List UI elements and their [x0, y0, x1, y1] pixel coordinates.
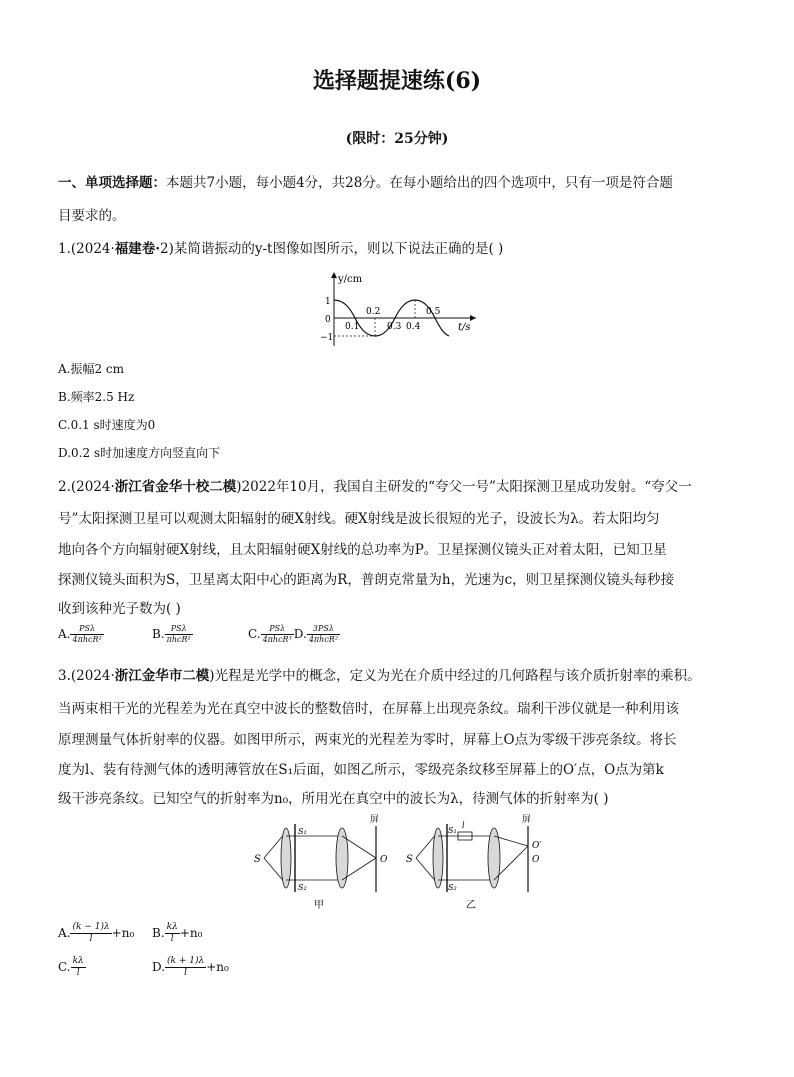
- q3-option-c: [58, 956, 86, 979]
- q3-prefix: 3.(2024·: [58, 668, 115, 684]
- q2-option-d-fraction: [307, 624, 340, 645]
- tick-01: 0.1: [345, 322, 360, 332]
- q3-option-b-tail: +n₀: [179, 926, 203, 940]
- page-title: 选择题提速练(6): [312, 68, 482, 94]
- o-prime-label: O′: [532, 841, 542, 851]
- q3-option-a-fraction: [70, 922, 111, 945]
- q3-text-1: )光程是光学中的概念，定义为光在介质中经过的几何路程与该介质折射率的乘积。: [209, 668, 701, 684]
- q2-option-a-fraction: [70, 624, 103, 645]
- q3-option-d-den: l: [184, 968, 188, 978]
- q2-stem-3: 地向各个方向辐射硬X射线，且太阳辐射硬X射线的总功率为P。卫星探测仪镜头正对着太阳，已知卫星: [58, 542, 667, 558]
- section-intro: [58, 174, 673, 192]
- q3-option-b-den: l: [170, 934, 174, 944]
- q1-prefix: 1.(2024·: [58, 241, 115, 257]
- tick-04: 0.4: [406, 322, 421, 332]
- q3-option-d-label: D.: [152, 960, 166, 974]
- q3-option-d-tail: +n₀: [206, 960, 229, 974]
- q3-option-d: [152, 956, 229, 979]
- s2-label: S₂: [298, 883, 307, 892]
- q2-option-a: [58, 624, 104, 645]
- q3-stem-3: 原理测量气体折射率的仪器。如图甲所示，两束光的光程差为零时，屏幕上O点为零级干涉亮条纹。将长: [58, 732, 677, 748]
- q2-stem-1: [58, 478, 692, 496]
- interferometer-figure-a: [250, 812, 395, 912]
- y-axis-arrow: [331, 272, 337, 278]
- s1-label: S₁: [298, 827, 307, 836]
- q1-option-d: D.0.2 s时加速度方向竖直向下: [58, 446, 221, 460]
- q3-option-a-label: A.: [58, 926, 71, 940]
- time-limit: (限时：25分钟): [345, 131, 449, 147]
- q2-stem-4: 探测仪镜头面积为S，卫星离太阳中心的距离为R，普朗克常量为h，光速为c，则卫星探测仪镜头每秒接: [58, 572, 675, 588]
- caption-a: 甲: [314, 900, 324, 911]
- q3-option-c-label: C.: [58, 960, 71, 974]
- q2-option-c-den: 4πhcR³: [262, 635, 292, 644]
- section-desc-2: 目要求的。: [58, 208, 126, 224]
- y-axis-label: y/cm: [338, 274, 363, 285]
- q2-prefix: 2.(2024·: [58, 479, 115, 495]
- q3-option-a-den: l: [89, 934, 93, 944]
- lens-1-b: [433, 828, 443, 888]
- o-label: O: [380, 855, 388, 865]
- q2-option-d-den: 4πhcR²: [308, 635, 339, 644]
- q3-option-a-tail: +n₀: [111, 926, 135, 940]
- t-axis-label: t/s: [458, 322, 471, 333]
- q2-source: 浙江省金华十校二模: [114, 479, 237, 495]
- q3-option-b-num: kλ: [166, 922, 178, 932]
- source-label: S: [254, 854, 261, 865]
- q3-option-b: [152, 922, 202, 945]
- tick-02: 0.2: [366, 307, 381, 317]
- q3-option-a-num: (k − 1)λ: [72, 922, 110, 932]
- q2-option-b-label: B.: [152, 627, 165, 641]
- q1-text: 2)某简谐振动的y-t图像如图所示，则以下说法正确的是( ): [160, 241, 504, 257]
- q3-option-a: [58, 922, 134, 945]
- q2-text-1: )2022年10月，我国自主研发的“夸父一号”太阳探测卫星成功发射。“夸父一: [236, 479, 692, 495]
- q3-option-c-fraction: [71, 956, 86, 979]
- q3-option-d-num: (k + 1)λ: [167, 956, 205, 966]
- q3-option-b-fraction: [165, 922, 180, 945]
- q3-option-c-den: l: [76, 968, 80, 978]
- y-tick-neg1: −1: [320, 333, 334, 343]
- q2-option-c-fraction: [261, 624, 294, 645]
- interferometer-figure-b: [402, 812, 552, 912]
- q2-option-b-fraction: [165, 624, 193, 645]
- q2-option-a-label: A.: [58, 627, 71, 641]
- q2-option-c: [248, 624, 340, 645]
- q3-stem-1: [58, 667, 701, 685]
- q3-option-b-label: B.: [152, 926, 165, 940]
- q1-option-c: C.0.1 s时速度为0: [58, 418, 156, 432]
- s2-label-b: S₂: [448, 883, 457, 892]
- q2-option-b-num: PSλ: [165, 624, 193, 635]
- screen-label-b: 屏: [522, 815, 532, 825]
- q2-option-b-den: πhcR²: [166, 635, 191, 644]
- o-label-b: O: [532, 855, 540, 865]
- section-heading: 一、单项选择题：: [58, 175, 166, 191]
- q1-option-a: A.振幅2 cm: [58, 362, 125, 376]
- y-tick-1: 1: [325, 297, 331, 307]
- q3-stem-2: 当两束相干光的光程差为光在真空中波长的整数倍时，在屏幕上出现亮条纹。瑞利干涉仪就是一种利用该: [58, 701, 679, 717]
- lens-2: [336, 828, 348, 888]
- tick-05: 0.5: [426, 307, 441, 317]
- lens-1: [281, 828, 291, 888]
- q2-stem-2: 号”太阳探测卫星可以观测太阳辐射的硬X射线。硬X射线是波长很短的光子，设波长为λ。若太阳均匀: [58, 511, 660, 527]
- tick-03: 0.3: [387, 322, 402, 332]
- q2-option-d-label: D.: [293, 627, 307, 641]
- t-axis-arrow: [470, 315, 476, 321]
- y-tick-0: 0: [325, 315, 331, 325]
- q1-waveform-figure: [320, 268, 480, 350]
- screen-label: 屏: [370, 815, 380, 825]
- q2-option-a-num: PSλ: [70, 624, 103, 635]
- q2-option-b: [152, 624, 193, 645]
- q3-stem-4: 度为l、装有待测气体的透明薄管放在S₁后面，如图乙所示，零级亮条纹移至屏幕上的O′点，O点为第k: [58, 762, 664, 778]
- q2-option-c-label: C.: [248, 627, 261, 641]
- q2-stem-5: 收到该种光子数为( ): [58, 601, 181, 617]
- q1-option-b: B.频率2.5 Hz: [58, 390, 135, 404]
- q3-stem-5: 级干涉亮条纹。已知空气的折射率为n₀，所用光在真空中的波长为λ，待测气体的折射率为( ): [58, 791, 609, 807]
- q2-option-d-num: 3PSλ: [307, 624, 340, 635]
- caption-b: 乙: [466, 900, 476, 911]
- s1-label-b: S₁: [448, 826, 457, 835]
- tube-length-label: l: [462, 821, 465, 830]
- q1-source: 福建卷·: [114, 241, 160, 257]
- q3-option-c-num: kλ: [72, 956, 84, 966]
- q2-option-c-num: PSλ: [261, 624, 294, 635]
- q3-source: 浙江金华市二模: [114, 668, 210, 684]
- source-label-b: S: [406, 854, 413, 865]
- section-desc-1: 本题共7小题，每小题4分，共28分。在每小题给出的四个选项中，只有一项是符合题: [166, 175, 673, 191]
- q3-option-d-fraction: [165, 956, 206, 979]
- q2-option-a-den: 4πhcR²: [72, 635, 102, 644]
- q1-stem: [58, 240, 503, 258]
